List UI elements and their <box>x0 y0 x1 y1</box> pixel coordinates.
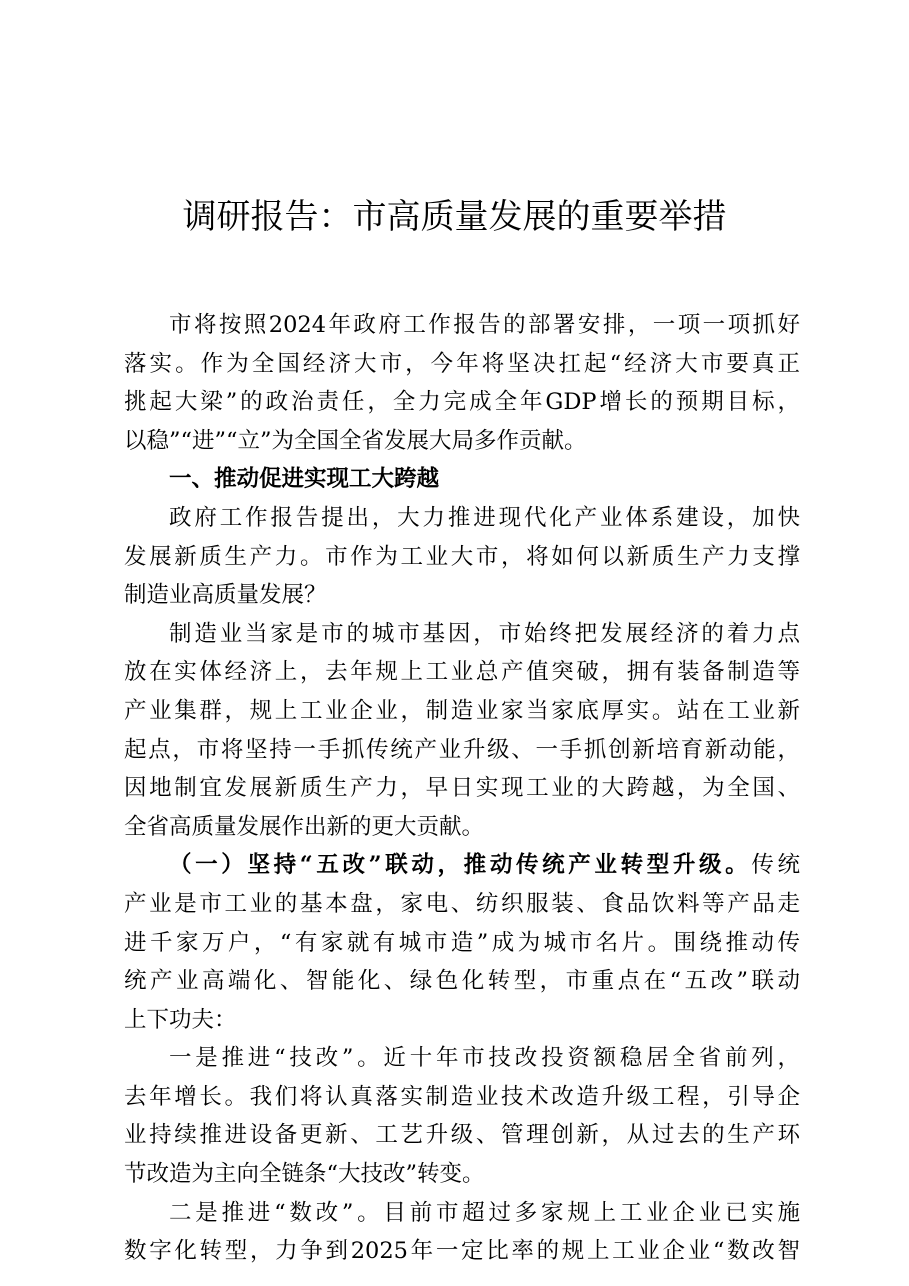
paragraph-line: 落实。作为全国经济大市，今年将坚决扛起“经济大市要真正 <box>124 350 800 377</box>
paragraph-line: 业持续推进设备更新、工艺升级、管理创新，从过去的生产环 <box>124 1122 800 1149</box>
paragraph-line: 二是推进“数改”。目前市超过多家规上工业企业已实施 <box>169 1199 800 1226</box>
paragraph-line: 起点，市将坚持一手抓传统产业升级、一手抓创新培育新动能， <box>124 736 800 763</box>
paragraph-line: 以稳”“进”“立”为全国全省发展大局多作贡献。 <box>124 427 587 454</box>
paragraph-line: 放在实体经济上，去年规上工业总产值突破，拥有装备制造等 <box>124 659 800 686</box>
paragraph-line: 制造业当家是市的城市基因，市始终把发展经济的着力点 <box>169 620 800 647</box>
paragraph-line: 数字化转型，力争到2025年一定比率的规上工业企业“数改智 <box>124 1238 800 1265</box>
paragraph-line: 全省高质量发展作出新的更大贡献。 <box>124 813 485 840</box>
subsection-heading: （一）坚持“五改”联动，推动传统产业转型升级。 <box>169 852 752 879</box>
paragraph-line: 进千家万户，“有家就有城市造”成为城市名片。围绕推动传 <box>124 929 800 956</box>
paragraph-line: 一是推进“技改”。近十年市技改投资额稳居全省前列， <box>169 1045 800 1072</box>
paragraph-line: 政府工作报告提出，大力推进现代化产业体系建设，加快 <box>169 504 800 531</box>
paragraph-line <box>124 846 800 885</box>
section-heading: 一、推动促进实现工大跨越 <box>169 466 440 493</box>
paragraph-text: 传统 <box>751 852 800 879</box>
paragraph-line: 统产业高端化、智能化、绿色化转型，市重点在“五改”联动 <box>124 968 800 995</box>
paragraph-line: 挑起大梁”的政治责任，全力完成全年GDP增长的预期目标， <box>124 389 800 416</box>
paragraph-line: 市将按照2024年政府工作报告的部署安排，一项一项抓好 <box>169 312 800 338</box>
document-body <box>124 306 800 1271</box>
paragraph-line: 去年增长。我们将认真落实制造业技术改造升级工程，引导企 <box>124 1083 800 1110</box>
paragraph-line: 产业是市工业的基本盘，家电、纺织服装、食品饮料等产品走 <box>124 890 800 917</box>
paragraph-line: 节改造为主向全链条“大技改”转变。 <box>124 1161 485 1188</box>
document-title: 调研报告：市高质量发展的重要举措 <box>182 197 727 237</box>
paragraph-line: 产业集群，规上工业企业，制造业家当家底厚实。站在工业新 <box>124 697 800 724</box>
paragraph-line: 因地制宜发展新质生产力，早日实现工业的大跨越，为全国、 <box>124 775 800 802</box>
paragraph-line: 上下功夫： <box>124 1006 237 1033</box>
paragraph-line: 发展新质生产力。市作为工业大市，将如何以新质生产力支撑 <box>124 543 800 570</box>
paragraph-line: 制造业高质量发展？ <box>124 582 327 609</box>
